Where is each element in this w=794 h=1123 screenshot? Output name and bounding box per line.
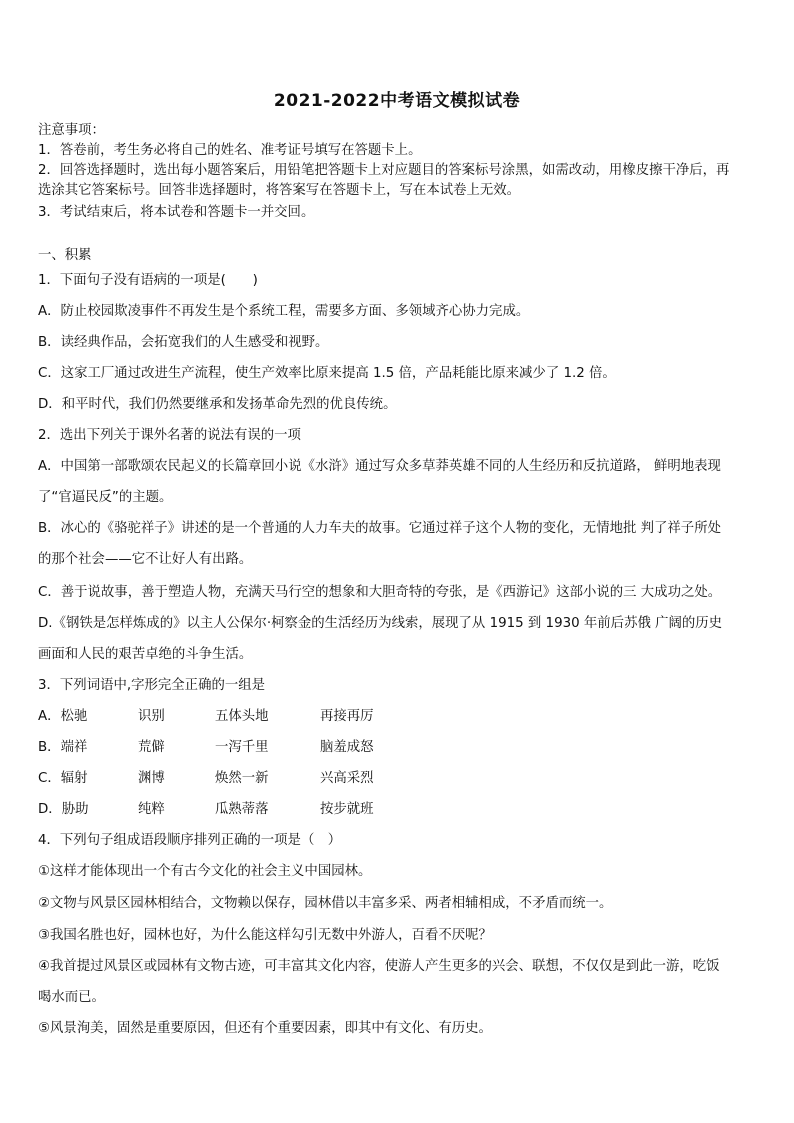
- notice-item-3: 3．考试结束后，将本试卷和答题卡一并交回。: [38, 205, 315, 220]
- q3-word: 纯粹: [138, 802, 165, 817]
- q3-option-label: B．端祥: [38, 740, 88, 755]
- q2-option-b-line-2: 的那个社会——它不让好人有出路。: [38, 552, 253, 567]
- q3-word: 按步就班: [320, 802, 374, 817]
- q4-sentence-3: ③我国名胜也好，园林也好，为什么能这样勾引无数中外游人，百看不厌呢？: [38, 928, 492, 943]
- section-heading: 一、积累: [38, 248, 92, 263]
- q3-option-label: A．松驰: [38, 709, 88, 724]
- q4-sentence-1: ①这样才能体现出一个有古今文化的社会主义中国园林。: [38, 864, 372, 879]
- q3-word: 再接再厉: [320, 709, 374, 724]
- q1-option-c: C．这家工厂通过改进生产流程，使生产效率比原来提高 1.5 倍，产品耗能比原来减少了 1.2 倍。: [38, 366, 616, 381]
- q4-sentence-4-line-1: ④我首提过风景区或园林有文物古迹，可丰富其文化内容，使游人产生更多的兴会、联想，不仅仅是到此一游，吃饭: [38, 959, 720, 974]
- q3-word: 荒僻: [138, 740, 165, 755]
- q3-option-label: D．胁助: [38, 802, 89, 817]
- page-title: 2021-2022中考语文模拟试卷: [273, 91, 521, 111]
- q2-stem: 2．选出下列关于课外名著的说法有误的一项: [38, 428, 301, 443]
- q1-stem: 1．下面句子没有语病的一项是( ): [38, 273, 258, 288]
- notice-item-2-line-1: 2．回答选择题时，选出每小题答案后，用铅笔把答题卡上对应题目的答案标号涂黑，如需改动，用橡皮擦干净后，再: [38, 163, 730, 178]
- q4-sentence-2: ②文物与风景区园林相结合，文物赖以保存，园林借以丰富多采、两者相辅相成，不矛盾而统一。: [38, 896, 613, 911]
- q3-word: 五体头地: [215, 709, 269, 724]
- q4-stem: 4．下列句子组成语段顺序排列正确的一项是（ ）: [38, 833, 342, 848]
- notice-heading: 注意事项：: [38, 123, 105, 138]
- notice-item-1: 1．答卷前，考生务必将自己的姓名、准考证号填写在答题卡上。: [38, 143, 422, 158]
- q1-option-d: D．和平时代，我们仍然要继承和发扬革命先烈的优良传统。: [38, 397, 397, 412]
- q3-stem: 3．下列词语中,字形完全正确的一组是: [38, 678, 266, 693]
- q3-word: 渊博: [138, 771, 165, 786]
- q1-option-b: B．读经典作品，会拓宽我们的人生感受和视野。: [38, 335, 329, 350]
- q2-option-a-line-2: 了“官逼民反”的主题。: [38, 490, 173, 505]
- q3-word: 瓜熟蒂落: [215, 802, 269, 817]
- q4-sentence-4-line-2: 喝水而已。: [38, 990, 105, 1005]
- q3-word: 脑羞成怒: [320, 740, 374, 755]
- q2-option-a-line-1: A．中国第一部歌颂农民起义的长篇章回小说《水浒》通过写众多草莽英雄不同的人生经历和反抗道路， 鲜明地表现: [38, 459, 721, 474]
- q3-word: 焕然一新: [215, 771, 269, 786]
- q3-word: 一泻千里: [215, 740, 269, 755]
- q2-option-c: C．善于说故事，善于塑造人物，充满天马行空的想象和大胆奇特的夸张，是《西游记》这部小说的三 大成功之处。: [38, 585, 722, 600]
- notice-item-2-line-2: 选涂其它答案标号。回答非选择题时，将答案写在答题卡上，写在本试卷上无效。: [38, 183, 521, 198]
- q3-word: 兴高采烈: [320, 771, 374, 786]
- q1-option-a: A．防止校园欺凌事件不再发生是个系统工程，需要多方面、多领域齐心协力完成。: [38, 304, 530, 319]
- q3-option-label: C．辐射: [38, 771, 88, 786]
- q3-word: 识别: [138, 709, 165, 724]
- q2-option-d-line-2: 画面和人民的艰苦卓绝的斗争生活。: [38, 647, 253, 662]
- q2-option-d-line-1: D.《钢铁是怎样炼成的》以主人公保尔·柯察金的生活经历为线索，展现了从 1915 到 1930 年前后苏俄 广阔的历史: [38, 616, 723, 631]
- q2-option-b-line-1: B．冰心的《骆驼祥子》讲述的是一个普通的人力车夫的故事。它通过祥子这个人物的变化，无情地批 判了祥子所处: [38, 521, 721, 536]
- q4-sentence-5: ⑤风景洵美，固然是重要原因，但还有个重要因素，即其中有文化、有历史。: [38, 1021, 492, 1036]
